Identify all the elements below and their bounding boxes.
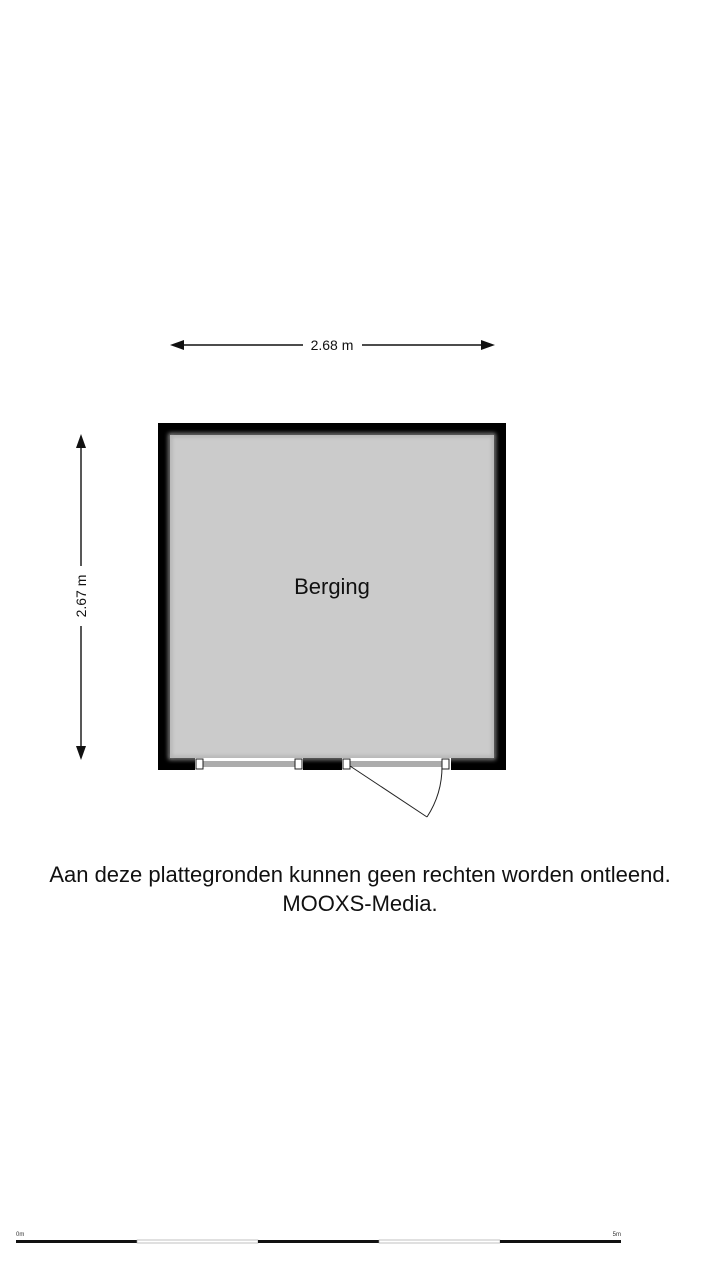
height-dimension-label: 2.67 m <box>73 574 89 618</box>
width-dimension <box>170 337 495 353</box>
window <box>195 758 303 770</box>
scale-bar-segment-1 <box>16 1240 137 1243</box>
door <box>342 758 451 817</box>
door-frame-left <box>343 759 350 769</box>
scale-bar-segment-2 <box>137 1240 258 1243</box>
disclaimer-line-1: Aan deze plattegronden kunnen geen rechten worden ontleend. <box>49 862 671 887</box>
window-frame-right <box>295 759 302 769</box>
room-berging <box>158 423 506 770</box>
width-arrow-right-icon <box>481 340 495 350</box>
door-frame-right <box>442 759 449 769</box>
scale-bar <box>16 1232 621 1243</box>
disclaimer-line-2: MOOXS-Media. <box>282 891 438 916</box>
width-dimension-label: 2.68 m <box>310 337 354 353</box>
width-arrow-left-icon <box>170 340 184 350</box>
scale-bar-segment-5 <box>500 1240 621 1243</box>
disclaimer <box>0 860 720 918</box>
height-arrow-bottom-icon <box>76 746 86 760</box>
scale-bar-start-label: 0m <box>16 1232 25 1238</box>
door-swing-arc <box>427 766 442 817</box>
door-leaf <box>350 766 427 817</box>
scale-bar-segment-4 <box>379 1240 500 1243</box>
scale-bar-segment-3 <box>258 1240 379 1243</box>
window-frame-left <box>196 759 203 769</box>
room-label: Berging <box>294 574 370 599</box>
height-dimension <box>73 434 89 760</box>
height-arrow-top-icon <box>76 434 86 448</box>
scale-bar-end-label: 5m <box>612 1232 621 1238</box>
